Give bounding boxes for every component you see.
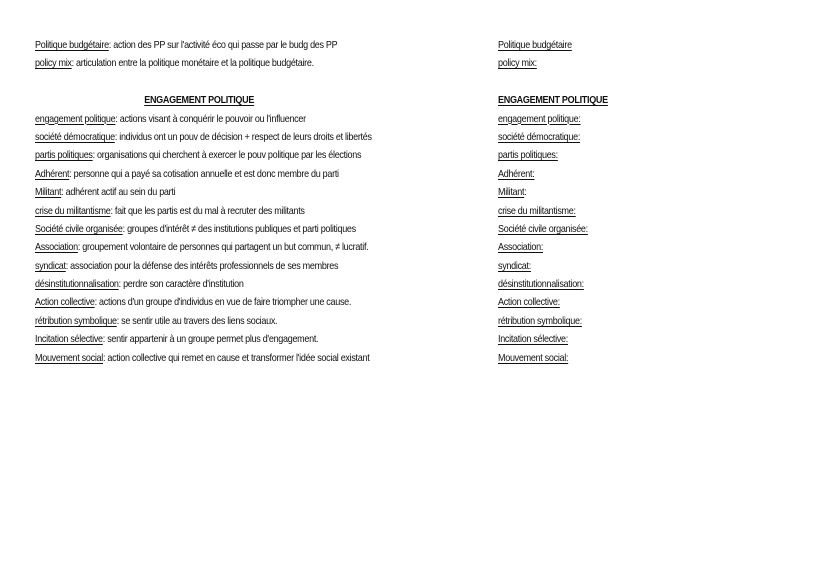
definition-text: groupement volontaire de personnes qui partagent un but commun, ≠ lucratif. (80, 241, 369, 254)
term-line (498, 165, 756, 183)
term-line (498, 238, 756, 256)
definition-line: Société civile organisée: groupes d'intérêt ≠ des institutions publiques et parti politiques (35, 222, 356, 235)
term-label: engagement politique (35, 112, 116, 125)
definition-text: action des PP sur l'activité éco qui passe par le budg des PP (111, 39, 338, 51)
definition-line-policy-mix: policy mix: articulation entre la politique monétaire et la politique budgétaire. (35, 57, 314, 70)
definition-text: perdre son caractère d'institution (120, 278, 244, 291)
definition-line: société démocratique: individus ont un pouv de décision + respect de leurs droits et libertés (35, 130, 372, 143)
spacer (498, 73, 798, 91)
section-heading: ENGAGEMENT POLITIQUE (144, 94, 255, 107)
term-label: Militant (35, 186, 62, 199)
term-line (498, 110, 756, 128)
definition-text: groupes d'intérêt ≠ des institutions publiques et parti politiques (124, 222, 356, 235)
definition-text: fait que les partis est du mal à recruter des militants (112, 204, 305, 217)
definition-line-politique-budgetaire: Politique budgétaire: action des PP sur l'activité éco qui passe par le budg des PP (35, 39, 338, 51)
definition-line: Adhérent: personne qui a payé sa cotisation annuelle et est donc membre du parti (35, 167, 339, 180)
term-line (498, 220, 756, 238)
term-label: Incitation sélective: (498, 333, 568, 346)
definition-line: engagement politique: actions visant à conquérir le pouvoir ou l'influencer (35, 112, 306, 125)
definition-text: organisations qui cherchent à exercer le pouv politique par les élections (94, 149, 362, 162)
term-label: société démocratique: (498, 130, 581, 143)
definition-line: Association: groupement volontaire de personnes qui partagent un but commun, ≠ lucratif. (35, 241, 369, 254)
term-line (498, 146, 756, 164)
term-label: crise du militantisme (35, 204, 111, 217)
term-label: engagement politique: (498, 112, 581, 125)
section-heading-row (35, 91, 413, 109)
term-label: syndicat: (498, 259, 531, 272)
definition-text: action collective qui remet en cause et transformer l'idée social existant (105, 351, 370, 364)
term-line (498, 275, 756, 293)
term-label: Société civile organisée: (498, 222, 588, 235)
term-label: Adhérent: (498, 167, 535, 180)
definition-text: association pour la défense des intérêts professionnels de ses membres (67, 259, 339, 272)
term-label: Mouvement social (35, 351, 103, 364)
definition-line: Incitation sélective: sentir appartenir à un groupe permet plus d'engagement. (35, 333, 319, 346)
term-label: désinstitutionnalisation (35, 278, 119, 291)
definition-text: actions visant à conquérir le pouvoir ou l'influencer (117, 112, 306, 125)
definition-line: partis politiques: organisations qui cherchent à exercer le pouv politique par les élections (35, 149, 362, 162)
definition-text: sentir appartenir à un groupe permet plus d'engagement. (104, 333, 319, 346)
term-label: syndicat (35, 259, 66, 272)
definitions-column (35, 36, 475, 367)
spacer (35, 73, 475, 91)
term-label: crise du militantisme: (498, 204, 576, 217)
definition-text: articulation entre la politique monétaire et la politique budgétaire. (73, 57, 314, 70)
term-label: partis politiques (35, 149, 93, 162)
definition-line: Action collective: actions d'un groupe d'individus en vue de faire triompher une cause. (35, 296, 352, 309)
term-label: désinstitutionnalisation: (498, 278, 584, 291)
term-label: Mouvement social: (498, 351, 569, 364)
section-heading: ENGAGEMENT POLITIQUE (498, 94, 608, 107)
term-label: Association: (498, 241, 544, 254)
definition-text: adhérent actif au sein du parti (63, 186, 176, 199)
term-line (498, 257, 756, 275)
definition-line: Militant: adhérent actif au sein du parti (35, 186, 176, 199)
section-heading-row (498, 91, 756, 109)
term-label: Action collective (35, 296, 95, 309)
term-line (498, 202, 756, 220)
term-line (498, 36, 756, 54)
definition-line: crise du militantisme: fait que les partis est du mal à recruter des militants (35, 204, 305, 217)
term-line (498, 312, 756, 330)
term-label: Politique budgétaire (35, 39, 109, 51)
term-label: société démocratique (35, 130, 115, 143)
definition-text: actions d'un groupe d'individus en vue de faire triompher une cause. (96, 296, 352, 309)
definition-text: individus ont un pouv de décision + respect de leurs droits et libertés (117, 130, 372, 143)
term-label: Adhérent (35, 167, 70, 180)
term-label: rétribution symbolique (35, 314, 117, 327)
term-line (498, 330, 756, 348)
term-line (498, 54, 756, 72)
term-label: Association (35, 241, 78, 254)
term-label: policy mix: (498, 57, 537, 70)
term-line (498, 128, 756, 146)
term-line (498, 349, 756, 367)
definition-line: syndicat: association pour la défense des intérêts professionnels de ses membres (35, 259, 339, 272)
term-label: Militant (498, 186, 525, 199)
term-line: Militant: (498, 186, 527, 199)
term-label: partis politiques: (498, 149, 558, 162)
definition-text: personne qui a payé sa cotisation annuelle et est donc membre du parti (71, 167, 339, 180)
term-label: rétribution symbolique: (498, 314, 582, 327)
definition-line: désinstitutionnalisation: perdre son caractère d'institution (35, 278, 244, 291)
definition-text: se sentir utile au travers des liens sociaux. (118, 314, 278, 327)
term-label: Société civile organisée (35, 222, 123, 235)
term-label: Incitation sélective (35, 333, 103, 346)
term-label: policy mix (35, 57, 72, 70)
term-label: Action collective: (498, 296, 560, 309)
definition-line: rétribution symbolique: se sentir utile au travers des liens sociaux. (35, 314, 278, 327)
term-label: Politique budgétaire (498, 39, 572, 51)
term-line (498, 293, 756, 311)
terms-column (498, 36, 798, 367)
definition-line: Mouvement social: action collective qui remet en cause et transformer l'idée social existant (35, 351, 370, 364)
